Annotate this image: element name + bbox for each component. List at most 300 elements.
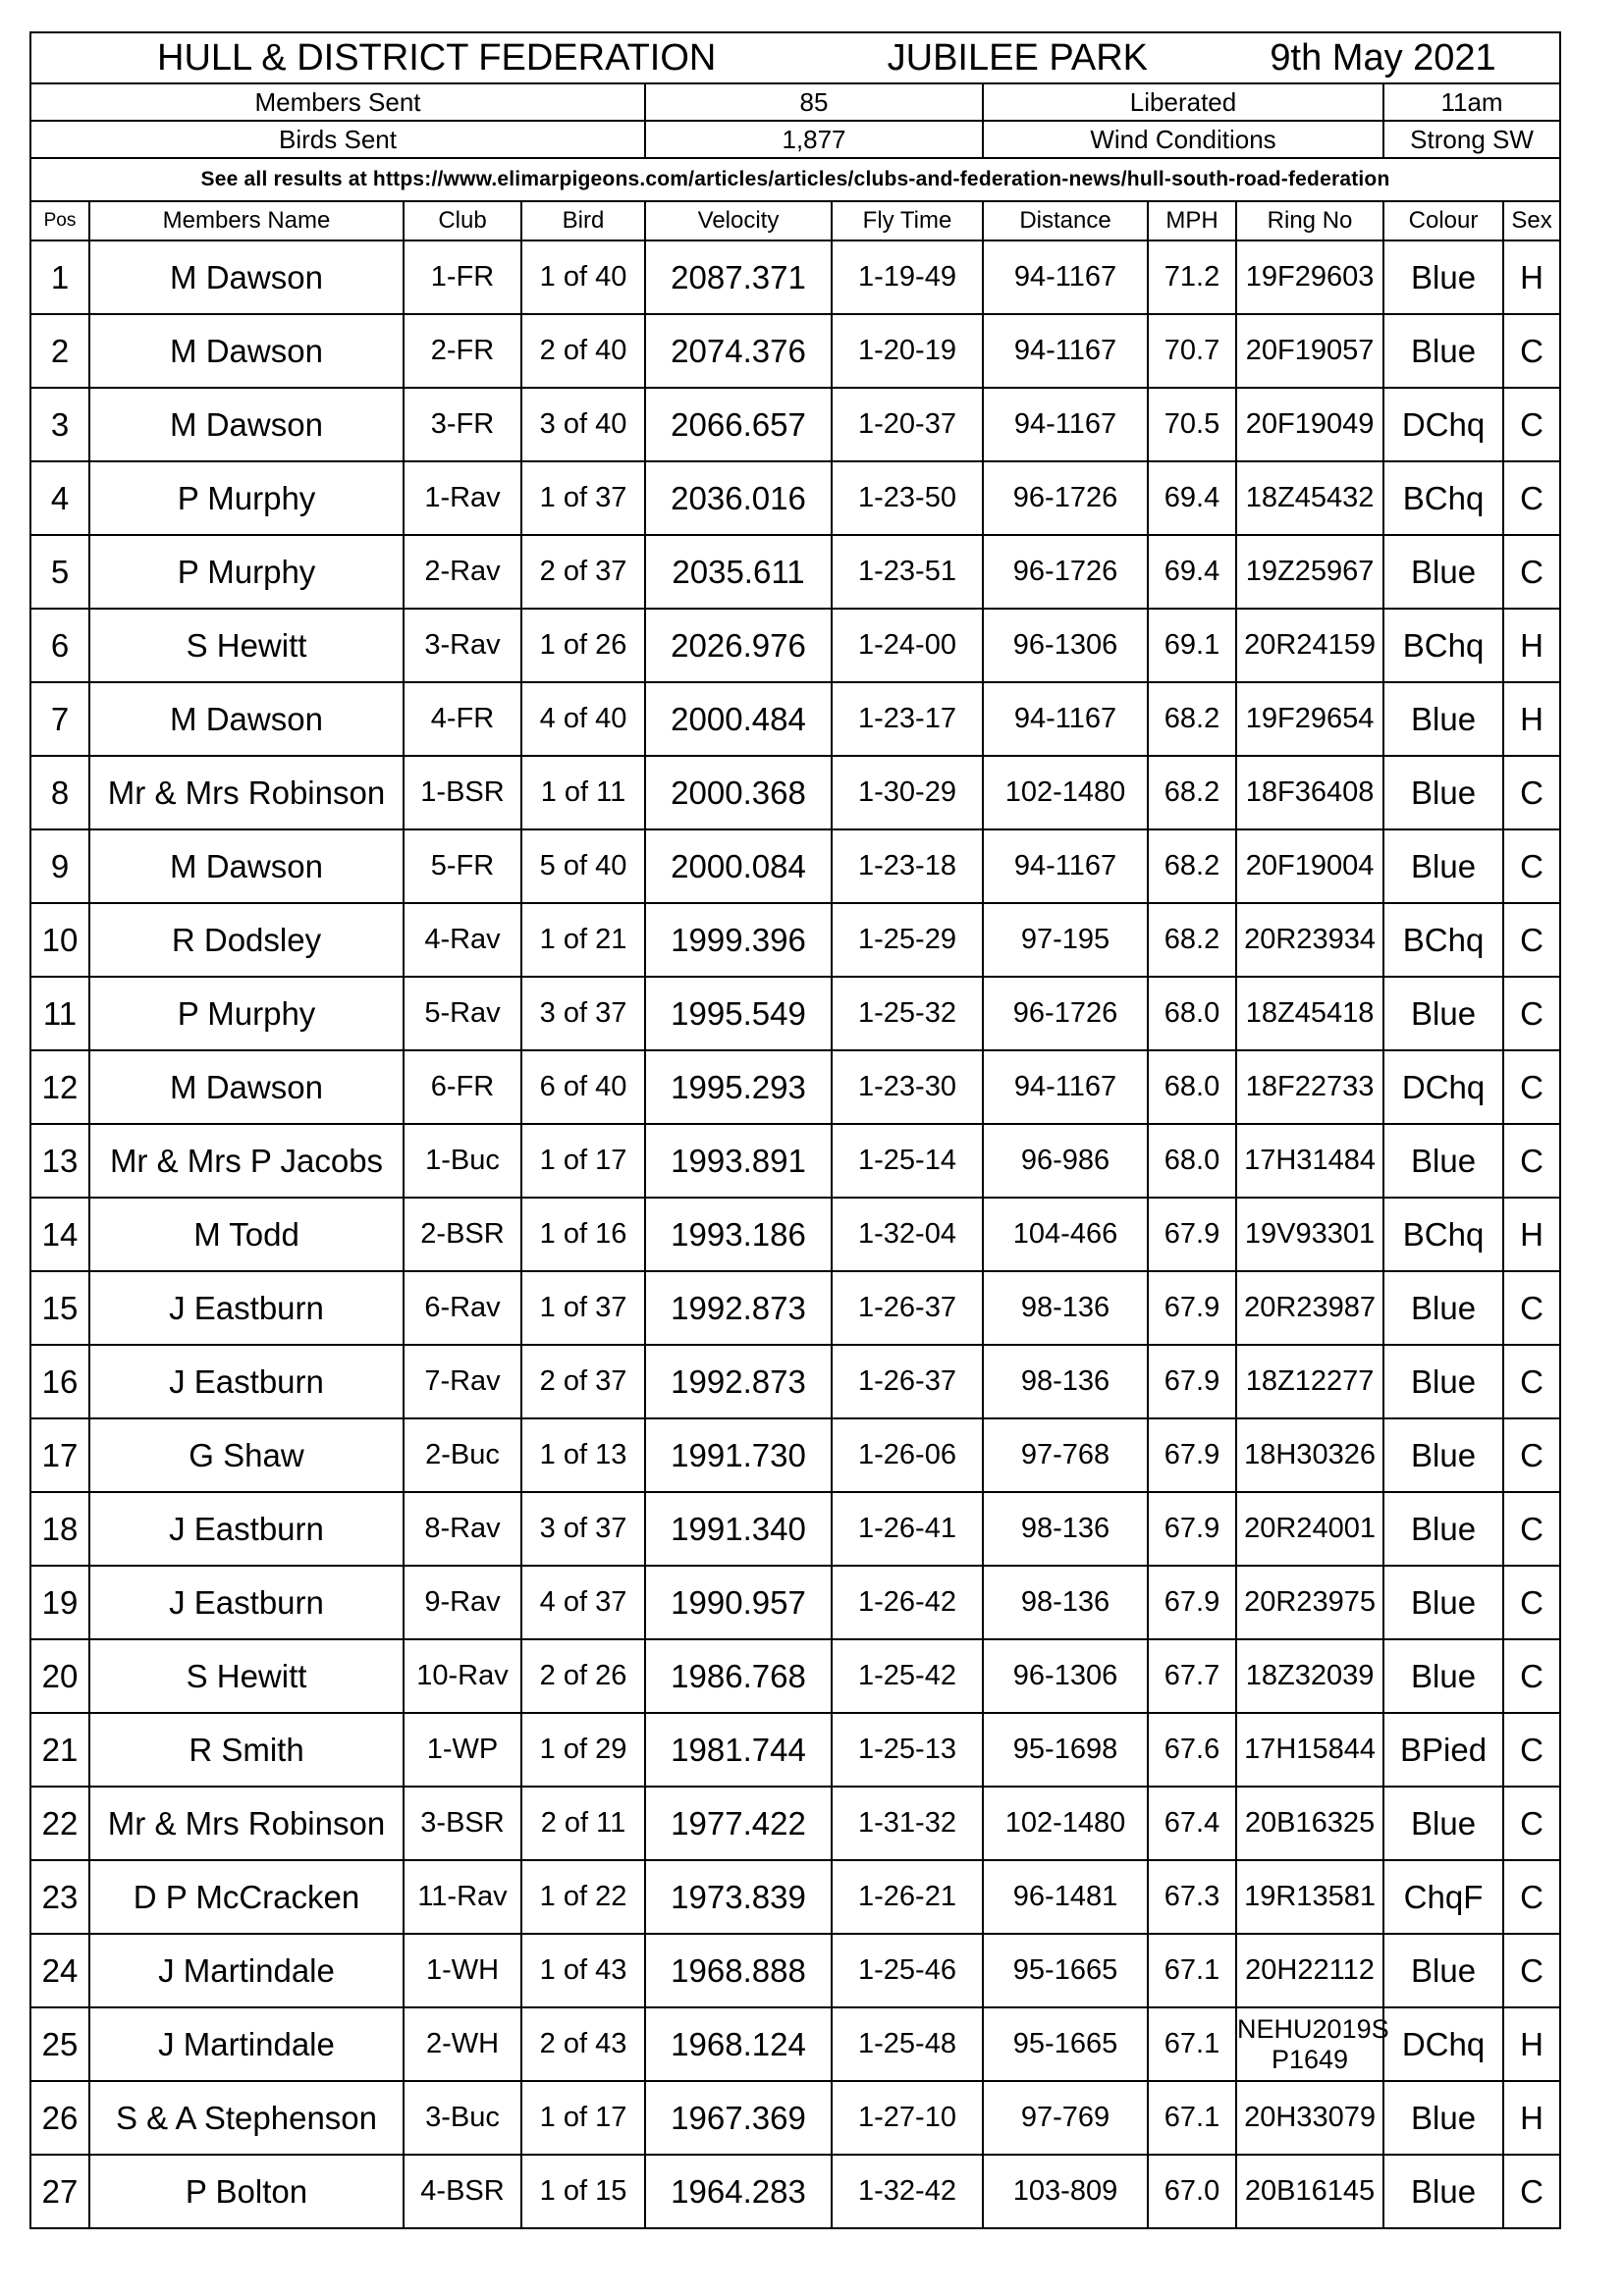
pos-cell: 9 — [30, 829, 89, 903]
bird-cell: 3 of 37 — [521, 1492, 645, 1566]
pos-cell: 23 — [30, 1860, 89, 1934]
table-row — [30, 535, 1560, 609]
velocity-cell: 2035.611 — [645, 535, 832, 609]
pos-cell: 19 — [30, 1566, 89, 1639]
mph-cell: 68.0 — [1148, 977, 1236, 1050]
flytime-cell: 1-26-37 — [832, 1271, 983, 1345]
club-cell: 2-Rav — [404, 535, 521, 609]
colour-cell: Blue — [1383, 977, 1503, 1050]
name-cell: J Eastburn — [89, 1271, 404, 1345]
bird-cell: 1 of 13 — [521, 1418, 645, 1492]
sex-cell: H — [1503, 240, 1560, 314]
club-cell: 1-WP — [404, 1713, 521, 1787]
pos-cell: 6 — [30, 609, 89, 682]
velocity-cell: 1973.839 — [645, 1860, 832, 1934]
velocity-cell: 1999.396 — [645, 903, 832, 977]
distance-cell: 94-1167 — [983, 314, 1148, 388]
bird-cell: 1 of 37 — [521, 461, 645, 535]
distance-cell: 94-1167 — [983, 1050, 1148, 1124]
mph-cell: 71.2 — [1148, 240, 1236, 314]
flytime-cell: 1-26-21 — [832, 1860, 983, 1934]
name-cell: P Bolton — [89, 2155, 404, 2228]
sex-cell: C — [1503, 756, 1560, 829]
name-cell: M Dawson — [89, 314, 404, 388]
pos-cell: 20 — [30, 1639, 89, 1713]
pos-cell: 25 — [30, 2007, 89, 2081]
distance-cell: 94-1167 — [983, 829, 1148, 903]
velocity-cell: 1991.730 — [645, 1418, 832, 1492]
flytime-cell: 1-31-32 — [832, 1787, 983, 1860]
ring-cell: 20F19004 — [1236, 829, 1383, 903]
sex-cell: H — [1503, 1198, 1560, 1271]
name-cell: G Shaw — [89, 1418, 404, 1492]
race-point-title: JUBILEE PARK — [645, 32, 1148, 83]
pos-cell: 8 — [30, 756, 89, 829]
name-cell: M Dawson — [89, 388, 404, 461]
members-sent-value: 85 — [645, 83, 983, 121]
flytime-cell: 1-23-51 — [832, 535, 983, 609]
flytime-cell: 1-23-50 — [832, 461, 983, 535]
club-cell: 4-FR — [404, 682, 521, 756]
col-mph-header: MPH — [1148, 201, 1236, 240]
mph-cell: 67.1 — [1148, 1934, 1236, 2007]
mph-cell: 68.2 — [1148, 682, 1236, 756]
pos-cell: 11 — [30, 977, 89, 1050]
table-row — [30, 1198, 1560, 1271]
pos-cell: 21 — [30, 1713, 89, 1787]
flytime-cell: 1-20-37 — [832, 388, 983, 461]
bird-cell: 5 of 40 — [521, 829, 645, 903]
table-row — [30, 903, 1560, 977]
distance-cell: 102-1480 — [983, 1787, 1148, 1860]
pos-cell: 26 — [30, 2081, 89, 2155]
liberated-label: Liberated — [983, 83, 1383, 121]
club-cell: 3-BSR — [404, 1787, 521, 1860]
name-cell: S & A Stephenson — [89, 2081, 404, 2155]
flytime-cell: 1-24-00 — [832, 609, 983, 682]
pos-cell: 17 — [30, 1418, 89, 1492]
results-url-text: See all results at https://www.elimarpigeons.com/articles/articles/clubs-and-federation-news/hull-south-road-federation — [30, 158, 1560, 201]
name-cell: M Dawson — [89, 240, 404, 314]
sex-cell: C — [1503, 1492, 1560, 1566]
mph-cell: 67.1 — [1148, 2081, 1236, 2155]
flytime-cell: 1-27-10 — [832, 2081, 983, 2155]
bird-cell: 1 of 15 — [521, 2155, 645, 2228]
distance-cell: 96-1481 — [983, 1860, 1148, 1934]
pos-cell: 14 — [30, 1198, 89, 1271]
mph-cell: 67.4 — [1148, 1787, 1236, 1860]
mph-cell: 68.2 — [1148, 756, 1236, 829]
ring-cell: 19V93301 — [1236, 1198, 1383, 1271]
mph-cell: 68.0 — [1148, 1050, 1236, 1124]
velocity-cell: 1968.124 — [645, 2007, 832, 2081]
club-cell: 2-WH — [404, 2007, 521, 2081]
flytime-cell: 1-26-41 — [832, 1492, 983, 1566]
name-cell: M Todd — [89, 1198, 404, 1271]
distance-cell: 96-1726 — [983, 977, 1148, 1050]
distance-cell: 95-1665 — [983, 2007, 1148, 2081]
velocity-cell: 1995.293 — [645, 1050, 832, 1124]
table-row — [30, 388, 1560, 461]
velocity-cell: 1967.369 — [645, 2081, 832, 2155]
velocity-cell: 2074.376 — [645, 314, 832, 388]
club-cell: 1-FR — [404, 240, 521, 314]
ring-cell: 20R24001 — [1236, 1492, 1383, 1566]
sex-cell: C — [1503, 1345, 1560, 1418]
colour-cell: Blue — [1383, 829, 1503, 903]
ring-cell: 19Z25967 — [1236, 535, 1383, 609]
pos-cell: 7 — [30, 682, 89, 756]
ring-cell: 18F22733 — [1236, 1050, 1383, 1124]
sex-cell: C — [1503, 535, 1560, 609]
club-cell: 2-BSR — [404, 1198, 521, 1271]
mph-cell: 67.9 — [1148, 1492, 1236, 1566]
club-cell: 2-FR — [404, 314, 521, 388]
bird-cell: 3 of 40 — [521, 388, 645, 461]
ring-cell: 19R13581 — [1236, 1860, 1383, 1934]
pos-cell: 5 — [30, 535, 89, 609]
ring-cell: 17H31484 — [1236, 1124, 1383, 1198]
sex-cell: C — [1503, 1050, 1560, 1124]
bird-cell: 2 of 37 — [521, 535, 645, 609]
distance-cell: 98-136 — [983, 1271, 1148, 1345]
table-row — [30, 1418, 1560, 1492]
name-cell: R Smith — [89, 1713, 404, 1787]
ring-cell: 20R23975 — [1236, 1566, 1383, 1639]
sex-cell: C — [1503, 1418, 1560, 1492]
club-cell: 4-BSR — [404, 2155, 521, 2228]
pos-cell: 2 — [30, 314, 89, 388]
velocity-cell: 1968.888 — [645, 1934, 832, 2007]
liberated-value: 11am — [1383, 83, 1560, 121]
distance-cell: 96-1306 — [983, 1639, 1148, 1713]
club-cell: 10-Rav — [404, 1639, 521, 1713]
club-cell: 6-Rav — [404, 1271, 521, 1345]
flytime-cell: 1-19-49 — [832, 240, 983, 314]
bird-cell: 1 of 11 — [521, 756, 645, 829]
name-cell: S Hewitt — [89, 1639, 404, 1713]
club-cell: 3-Rav — [404, 609, 521, 682]
distance-cell: 102-1480 — [983, 756, 1148, 829]
club-cell: 6-FR — [404, 1050, 521, 1124]
distance-cell: 94-1167 — [983, 388, 1148, 461]
velocity-cell: 2000.484 — [645, 682, 832, 756]
name-cell: Mr & Mrs Robinson — [89, 756, 404, 829]
colour-cell: Blue — [1383, 1934, 1503, 2007]
sex-cell: H — [1503, 682, 1560, 756]
colour-cell: Blue — [1383, 1492, 1503, 1566]
bird-cell: 2 of 40 — [521, 314, 645, 388]
bird-cell: 6 of 40 — [521, 1050, 645, 1124]
mph-cell: 67.6 — [1148, 1713, 1236, 1787]
pos-cell: 24 — [30, 1934, 89, 2007]
name-cell: J Eastburn — [89, 1345, 404, 1418]
sex-cell: C — [1503, 314, 1560, 388]
mph-cell: 67.9 — [1148, 1271, 1236, 1345]
colour-cell: Blue — [1383, 682, 1503, 756]
table-row — [30, 1492, 1560, 1566]
wind-conditions-value: Strong SW — [1383, 121, 1560, 158]
colour-cell: Blue — [1383, 1639, 1503, 1713]
club-cell: 3-Buc — [404, 2081, 521, 2155]
sex-cell: C — [1503, 461, 1560, 535]
table-row — [30, 1860, 1560, 1934]
bird-cell: 1 of 37 — [521, 1271, 645, 1345]
col-pos-header: Pos — [30, 201, 89, 240]
bird-cell: 2 of 43 — [521, 2007, 645, 2081]
sex-cell: C — [1503, 977, 1560, 1050]
mph-cell: 70.7 — [1148, 314, 1236, 388]
colour-cell: Blue — [1383, 314, 1503, 388]
table-row — [30, 756, 1560, 829]
club-cell: 1-BSR — [404, 756, 521, 829]
distance-cell: 97-769 — [983, 2081, 1148, 2155]
mph-cell: 69.1 — [1148, 609, 1236, 682]
name-cell: J Martindale — [89, 1934, 404, 2007]
name-cell: S Hewitt — [89, 609, 404, 682]
mph-cell: 67.9 — [1148, 1566, 1236, 1639]
table-row — [30, 461, 1560, 535]
results-body — [30, 240, 1560, 2228]
colour-cell: Blue — [1383, 1345, 1503, 1418]
info-row-birds — [30, 121, 1560, 158]
velocity-cell: 1995.549 — [645, 977, 832, 1050]
club-cell: 4-Rav — [404, 903, 521, 977]
club-cell: 11-Rav — [404, 1860, 521, 1934]
table-row — [30, 1713, 1560, 1787]
col-club-header: Club — [404, 201, 521, 240]
bird-cell: 3 of 37 — [521, 977, 645, 1050]
mph-cell: 67.7 — [1148, 1639, 1236, 1713]
sex-cell: C — [1503, 1787, 1560, 1860]
pos-cell: 1 — [30, 240, 89, 314]
velocity-cell: 1981.744 — [645, 1713, 832, 1787]
flytime-cell: 1-23-18 — [832, 829, 983, 903]
flytime-cell: 1-25-32 — [832, 977, 983, 1050]
ring-cell: 18Z12277 — [1236, 1345, 1383, 1418]
pos-cell: 15 — [30, 1271, 89, 1345]
distance-cell: 103-809 — [983, 2155, 1148, 2228]
bird-cell: 1 of 21 — [521, 903, 645, 977]
members-sent-label: Members Sent — [30, 83, 645, 121]
club-cell: 5-FR — [404, 829, 521, 903]
distance-cell: 104-466 — [983, 1198, 1148, 1271]
name-cell: R Dodsley — [89, 903, 404, 977]
col-ring-header: Ring No — [1236, 201, 1383, 240]
ring-cell: NEHU2019S P1649 — [1236, 2007, 1383, 2081]
ring-cell: 20R23987 — [1236, 1271, 1383, 1345]
bird-cell: 1 of 16 — [521, 1198, 645, 1271]
name-cell: Mr & Mrs Robinson — [89, 1787, 404, 1860]
colour-cell: BChq — [1383, 609, 1503, 682]
name-cell: J Eastburn — [89, 1492, 404, 1566]
velocity-cell: 1992.873 — [645, 1271, 832, 1345]
sex-cell: H — [1503, 2081, 1560, 2155]
sex-cell: C — [1503, 1566, 1560, 1639]
bird-cell: 1 of 43 — [521, 1934, 645, 2007]
table-row — [30, 682, 1560, 756]
table-row — [30, 2155, 1560, 2228]
flytime-cell: 1-26-42 — [832, 1566, 983, 1639]
club-cell: 3-FR — [404, 388, 521, 461]
colour-cell: DChq — [1383, 2007, 1503, 2081]
table-row — [30, 2081, 1560, 2155]
bird-cell: 1 of 40 — [521, 240, 645, 314]
col-sex-header: Sex — [1503, 201, 1560, 240]
colour-cell: BChq — [1383, 903, 1503, 977]
sex-cell: C — [1503, 1271, 1560, 1345]
velocity-cell: 2000.368 — [645, 756, 832, 829]
table-row — [30, 829, 1560, 903]
colour-cell: Blue — [1383, 2081, 1503, 2155]
pos-cell: 12 — [30, 1050, 89, 1124]
bird-cell: 1 of 22 — [521, 1860, 645, 1934]
ring-cell: 19F29603 — [1236, 240, 1383, 314]
ring-cell: 18Z32039 — [1236, 1639, 1383, 1713]
bird-cell: 4 of 40 — [521, 682, 645, 756]
mph-cell: 69.4 — [1148, 535, 1236, 609]
velocity-cell: 1993.891 — [645, 1124, 832, 1198]
mph-cell: 67.9 — [1148, 1345, 1236, 1418]
flytime-cell: 1-25-46 — [832, 1934, 983, 2007]
pos-cell: 16 — [30, 1345, 89, 1418]
flytime-cell: 1-25-29 — [832, 903, 983, 977]
ring-cell: 20F19057 — [1236, 314, 1383, 388]
mph-cell: 70.5 — [1148, 388, 1236, 461]
table-row — [30, 1124, 1560, 1198]
ring-cell: 20R24159 — [1236, 609, 1383, 682]
club-cell: 9-Rav — [404, 1566, 521, 1639]
sex-cell: H — [1503, 609, 1560, 682]
pos-cell: 22 — [30, 1787, 89, 1860]
bird-cell: 1 of 29 — [521, 1713, 645, 1787]
velocity-cell: 2000.084 — [645, 829, 832, 903]
ring-cell: 20B16145 — [1236, 2155, 1383, 2228]
flytime-cell: 1-20-19 — [832, 314, 983, 388]
colour-cell: Blue — [1383, 1418, 1503, 1492]
mph-cell: 68.2 — [1148, 829, 1236, 903]
ring-cell: 20F19049 — [1236, 388, 1383, 461]
colour-cell: BPied — [1383, 1713, 1503, 1787]
distance-cell: 98-136 — [983, 1566, 1148, 1639]
results-sheet — [29, 31, 1559, 2229]
distance-cell: 97-768 — [983, 1418, 1148, 1492]
ring-cell: 17H15844 — [1236, 1713, 1383, 1787]
velocity-cell: 2026.976 — [645, 609, 832, 682]
sex-cell: C — [1503, 903, 1560, 977]
results-table — [29, 31, 1561, 2229]
sex-cell: C — [1503, 2155, 1560, 2228]
bird-cell: 2 of 26 — [521, 1639, 645, 1713]
col-velocity-header: Velocity — [645, 201, 832, 240]
club-cell: 5-Rav — [404, 977, 521, 1050]
distance-cell: 95-1698 — [983, 1713, 1148, 1787]
velocity-cell: 1992.873 — [645, 1345, 832, 1418]
name-cell: J Eastburn — [89, 1566, 404, 1639]
birds-sent-value: 1,877 — [645, 121, 983, 158]
ring-cell: 18H30326 — [1236, 1418, 1383, 1492]
col-bird-header: Bird — [521, 201, 645, 240]
sex-cell: C — [1503, 1124, 1560, 1198]
sex-cell: C — [1503, 1639, 1560, 1713]
column-header-row — [30, 201, 1560, 240]
flytime-cell: 1-25-14 — [832, 1124, 983, 1198]
table-row — [30, 314, 1560, 388]
distance-cell: 98-136 — [983, 1492, 1148, 1566]
mph-cell: 69.4 — [1148, 461, 1236, 535]
pos-cell: 3 — [30, 388, 89, 461]
velocity-cell: 2087.371 — [645, 240, 832, 314]
distance-cell: 96-1726 — [983, 461, 1148, 535]
col-name-header: Members Name — [89, 201, 404, 240]
colour-cell: Blue — [1383, 535, 1503, 609]
federation-title: HULL & DISTRICT FEDERATION — [30, 32, 645, 83]
velocity-cell: 1964.283 — [645, 2155, 832, 2228]
mph-cell: 67.9 — [1148, 1198, 1236, 1271]
ring-cell: 20H33079 — [1236, 2081, 1383, 2155]
name-cell: J Martindale — [89, 2007, 404, 2081]
ring-cell: 19F29654 — [1236, 682, 1383, 756]
flytime-cell: 1-23-30 — [832, 1050, 983, 1124]
ring-cell: 18Z45432 — [1236, 461, 1383, 535]
table-row — [30, 1934, 1560, 2007]
velocity-cell: 1986.768 — [645, 1639, 832, 1713]
pos-cell: 4 — [30, 461, 89, 535]
flytime-cell: 1-32-04 — [832, 1198, 983, 1271]
ring-cell: 20H22112 — [1236, 1934, 1383, 2007]
bird-cell: 2 of 37 — [521, 1345, 645, 1418]
name-cell: M Dawson — [89, 1050, 404, 1124]
mph-cell: 67.3 — [1148, 1860, 1236, 1934]
club-cell: 8-Rav — [404, 1492, 521, 1566]
mph-cell: 68.0 — [1148, 1124, 1236, 1198]
pos-cell: 13 — [30, 1124, 89, 1198]
title-row — [30, 32, 1560, 83]
flytime-cell: 1-26-37 — [832, 1345, 983, 1418]
pos-cell: 18 — [30, 1492, 89, 1566]
table-row — [30, 1639, 1560, 1713]
col-distance-header: Distance — [983, 201, 1148, 240]
col-colour-header: Colour — [1383, 201, 1503, 240]
distance-cell: 94-1167 — [983, 682, 1148, 756]
colour-cell: Blue — [1383, 1787, 1503, 1860]
wind-conditions-label: Wind Conditions — [983, 121, 1383, 158]
race-date: 9th May 2021 — [1148, 32, 1560, 83]
name-cell: P Murphy — [89, 535, 404, 609]
ring-cell: 20B16325 — [1236, 1787, 1383, 1860]
pos-cell: 10 — [30, 903, 89, 977]
colour-cell: BChq — [1383, 1198, 1503, 1271]
distance-cell: 95-1665 — [983, 1934, 1148, 2007]
table-row — [30, 1050, 1560, 1124]
table-row — [30, 240, 1560, 314]
colour-cell: DChq — [1383, 388, 1503, 461]
table-row — [30, 1787, 1560, 1860]
sex-cell: H — [1503, 2007, 1560, 2081]
flytime-cell: 1-30-29 — [832, 756, 983, 829]
birds-sent-label: Birds Sent — [30, 121, 645, 158]
distance-cell: 96-986 — [983, 1124, 1148, 1198]
colour-cell: Blue — [1383, 756, 1503, 829]
flytime-cell: 1-25-13 — [832, 1713, 983, 1787]
velocity-cell: 1977.422 — [645, 1787, 832, 1860]
mph-cell: 68.2 — [1148, 903, 1236, 977]
colour-cell: Blue — [1383, 1124, 1503, 1198]
ring-cell: 18Z45418 — [1236, 977, 1383, 1050]
bird-cell: 1 of 17 — [521, 2081, 645, 2155]
flytime-cell: 1-32-42 — [832, 2155, 983, 2228]
sex-cell: C — [1503, 1934, 1560, 2007]
